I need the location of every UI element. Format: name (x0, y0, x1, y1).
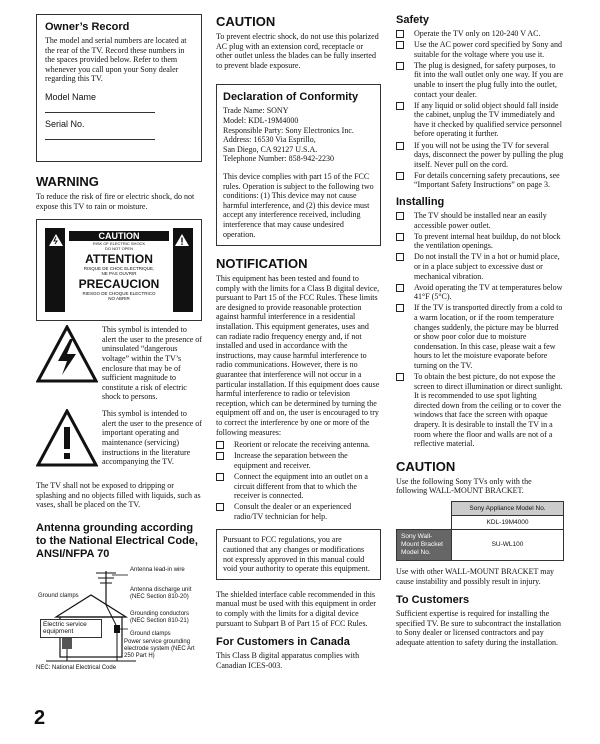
exclamation-triangle-icon (175, 234, 189, 246)
caution-plug-body: To prevent electric shock, do not use this polarized AC plug with an extension cord, receptacle or other outlet unless the blades can be fully inserted to prevent blade exposure. (216, 32, 379, 70)
checkbox-icon (396, 62, 404, 70)
precaucion-heading: PRECAUCION (78, 277, 160, 292)
ground-clamps-bottom-label: Ground clamps (130, 630, 171, 637)
model-name-label: Model Name (45, 91, 97, 102)
antenna-lead-in-label: Antenna lead-in wire (130, 566, 185, 573)
notification-title: NOTIFICATION (216, 256, 308, 272)
precaucion-sub1: RIESGO DE CHOQUE ELECTRICO (82, 291, 156, 297)
list-item: Do not install the TV in a hot or humid place, or in a place subject to excessive dust or mechanical vibration. (396, 252, 564, 281)
notification-measures-list (216, 440, 381, 521)
table-header-cell: Sony Appliance Model No. (452, 501, 564, 515)
list-item: Operate the TV only on 120-240 V AC. (396, 29, 564, 39)
checkbox-icon (396, 253, 404, 261)
fcc-regulations-box (216, 529, 381, 579)
list-item: If the TV is transported directly from a cold to a warm location, or if the room temperature changes suddenly, the picture may be blurred or show poor color due to moisture condensation. In this case, please wait a few hours to let the moisture evaporate before turning on the TV. (396, 303, 564, 370)
checkbox-icon (216, 452, 224, 460)
customers-body: Sufficient expertise is required for installing the specified TV. Be sure to subcontract the installation to Sony dealer or licensed contractors and pay adequate attention to safety during the installation. (396, 609, 561, 647)
caution-bracket-body: Use the following Sony TVs only with the following WALL-MOUNT BRACKET. (396, 476, 532, 496)
antenna-discharge-label: Antenna discharge unit (NEC Section 810-20) (130, 586, 192, 600)
checkbox-icon (216, 473, 224, 481)
middle-column (216, 14, 381, 670)
checkbox-icon (396, 102, 404, 110)
list-item: Use the AC power cord specified by Sony and suitable for the voltage where you use it. (396, 40, 564, 59)
nec-label: NEC: National Electrical Code (36, 664, 117, 671)
left-column (36, 14, 202, 675)
caution-plug-title: CAUTION (216, 14, 276, 29)
declaration-title: Declaration of Conformity (223, 91, 359, 104)
list-item: The plug is designed, for safety purposes, to fit into the wall outlet only one way. If you are unable to insert the plug fully into the outlet, contact your dealer. (396, 61, 564, 99)
caution-bracket-after: Use with other WALL-MOUNT BRACKET may cause instability and possibly result in injury. (396, 566, 554, 586)
attention-sub1: RISQUE DE CHOC ELECTRIQUE, (83, 266, 155, 272)
declaration-line-6: Telephone Number: 858-942-2230 (223, 154, 334, 164)
instructions-symbol-row (36, 409, 202, 479)
checkbox-icon (396, 142, 404, 150)
checkbox-icon (216, 503, 224, 511)
declaration-line-1: Trade Name: SONY (223, 106, 289, 116)
lightning-triangle-icon (49, 234, 63, 246)
list-item: Reorient or relocate the receiving antenna. (216, 440, 381, 450)
owners-record-box (36, 14, 202, 162)
list-item: Avoid operating the TV at temperatures below 41°F (5°C). (396, 283, 564, 302)
checkbox-icon (396, 41, 404, 49)
checkbox-icon (396, 373, 404, 381)
list-item: If you will not be using the TV for several days, disconnect the power by pulling the plug itself. Never pull on the cord. (396, 141, 564, 170)
table-row (397, 501, 564, 515)
table-model-cell: KDL-19M4000 (452, 515, 564, 529)
checkbox-icon (396, 212, 404, 220)
declaration-body: This device complies with part 15 of the FCC rules. Operation is subject to the following two conditions: (1) This device may not cause harmful interference, and (2) this device must accept any interference received, including interference that may cause undesired operation. (223, 171, 374, 239)
table-blank-cell (397, 501, 452, 515)
antenna-grounding-title: Antenna grounding according to the National Electrical Code, ANSI/NFPA 70 (36, 521, 198, 560)
installing-title: Installing (396, 196, 445, 208)
fcc-regulations-text: Pursuant to FCC regulations, you are cautioned that any changes or modifications not expressly approved in this manual could void your authority to operate this equipment. (223, 535, 370, 574)
table-side-label: Sony Wall-Mount Bracket Model No. (397, 529, 452, 560)
tv-exposure-text: The TV shall not be exposed to dripping or splashing and no objects filled with liquids, such as vases, shall be placed on the TV. (36, 481, 201, 510)
declaration-line-5: San Diego, CA 92127 U.S.A. (223, 144, 318, 154)
bracket-table (396, 501, 564, 561)
list-item: To prevent internal heat buildup, do not block the ventilation openings. (396, 232, 564, 251)
ground-clamps-top-label: Ground clamps (38, 592, 79, 599)
declaration-box (216, 84, 381, 246)
list-item: Connect the equipment into an outlet on a circuit different from that to which the receiver is connected. (216, 472, 381, 501)
list-item: To obtain the best picture, do not expose the screen to direct illumination or direct sunlight. It is recommended to use spot lighting directed down from the ceiling or to cover the windows that face the screen with opaque drapery. It is desirable to install the TV in a room where the floor and walls are not of a reflective material. (396, 372, 564, 449)
installing-list (396, 211, 564, 449)
exclamation-warning-icon (36, 409, 98, 467)
list-item: If any liquid or solid object should fall inside the cabinet, unplug the TV immediately and have it checked by qualified service personnel before operating it further. (396, 101, 564, 139)
table-bracket-cell: SU-WL100 (452, 529, 564, 560)
attention-heading: ATTENTION (85, 252, 153, 267)
table-blank-cell (397, 515, 452, 529)
page-number: 2 (34, 707, 46, 729)
instructions-symbol-text: This symbol is intended to alert the user to the presence of important operating and maintenance (servicing) instructions in the literature accompanying the TV. (102, 409, 202, 467)
notification-body: This equipment has been tested and found to comply with the limits for a Class B digital device, pursuant to Part 15 of the FCC Rules. These limits are designed to provide reasonable protection against harmful interference in a residential installation. This equipment generates, uses and can radiate radio frequency energy and, if not installed and used in accordance with the instructions, may cause harmful interference to radio communications. However, there is no guarantee that interference will not occur in a particular installation. If this equipment does cause harmful interference to radio or television reception, which can be determined by turning the equipment off and on, the user is encouraged to try to correct the interference by one or more of the following measures: (216, 274, 380, 437)
table-row (397, 515, 564, 529)
table-row (397, 529, 564, 560)
antenna-grounding-diagram (36, 565, 202, 675)
owners-record-body: The model and serial numbers are located at the rear of the TV. Record these numbers in the spaces provided below. Refer to them whenever you call upon your Sony dealer regarding this TV. (45, 36, 187, 84)
owners-record-title: Owner’s Record (45, 21, 130, 33)
checkbox-icon (396, 172, 404, 180)
electric-service-label: Electric service equipment (40, 619, 102, 638)
checkbox-icon (396, 304, 404, 312)
list-item: For details concerning safety precautions, see “Important Safety Instructions” on page 3. (396, 171, 564, 190)
caution-sub1: RISK OF ELECTRIC SHOCK (92, 241, 146, 247)
list-item: Increase the separation between the equipment and receiver. (216, 451, 381, 470)
right-column (396, 14, 564, 648)
canada-title: For Customers in Canada (216, 636, 350, 649)
voltage-symbol-row (36, 325, 202, 409)
shielded-cable-text: The shielded interface cable recommended in this manual must be used with this equipment in order to comply with the limits for a digital device pursuant to Subpart B of Part 15 of FCC Rules. (216, 589, 376, 628)
warning-body: To reduce the risk of fire or electric shock, do not expose this TV to rain or moisture. (36, 192, 195, 211)
caution-heading: CAUTION (69, 231, 169, 241)
declaration-line-2: Model: KDL-19M4000 (223, 115, 299, 125)
caution-label-panel (65, 228, 173, 312)
warning-title: WARNING (36, 174, 99, 189)
safety-list (396, 29, 564, 190)
caution-sub2: DO NOT OPEN (105, 246, 133, 252)
attention-sub2: NE PAS OUVRIR (101, 271, 137, 277)
power-service-label: Power service grounding electrode system (NEC Art 250 Part H) (124, 638, 195, 659)
precaucion-sub2: NO ABRIR (108, 296, 130, 302)
checkbox-icon (216, 441, 224, 449)
declaration-line-4: Address: 16530 Via Esprillo, (223, 135, 316, 145)
checkbox-icon (396, 30, 404, 38)
dangerous-voltage-icon (36, 325, 98, 383)
checkbox-icon (396, 233, 404, 241)
serial-no-label: Serial No. (45, 118, 85, 129)
list-item: The TV should be installed near an easily accessible power outlet. (396, 211, 564, 230)
checkbox-icon (396, 284, 404, 292)
declaration-line-3: Responsible Party: Sony Electronics Inc. (223, 125, 354, 135)
grounding-conductors-label: Grounding conductors (NEC Section 810-21) (130, 610, 190, 624)
list-item: Consult the dealer or an experienced radio/TV technician for help. (216, 502, 381, 521)
caution-label-graphic (36, 219, 202, 321)
caution-bracket-title: CAUTION (396, 458, 456, 474)
safety-title: Safety (396, 14, 430, 26)
warning-section (36, 174, 202, 211)
serial-no-line (45, 129, 155, 140)
model-name-line (45, 102, 155, 113)
customers-title: To Customers (396, 594, 470, 607)
voltage-symbol-text: This symbol is intended to alert the user to the presence of uninsulated “dangerous voltage” within the TV’s enclosure that may be of sufficient magnitude to constitute a risk of electric shock to persons. (102, 325, 202, 402)
canada-body: This Class B digital apparatus complies with Canadian ICES-003. (216, 651, 360, 670)
